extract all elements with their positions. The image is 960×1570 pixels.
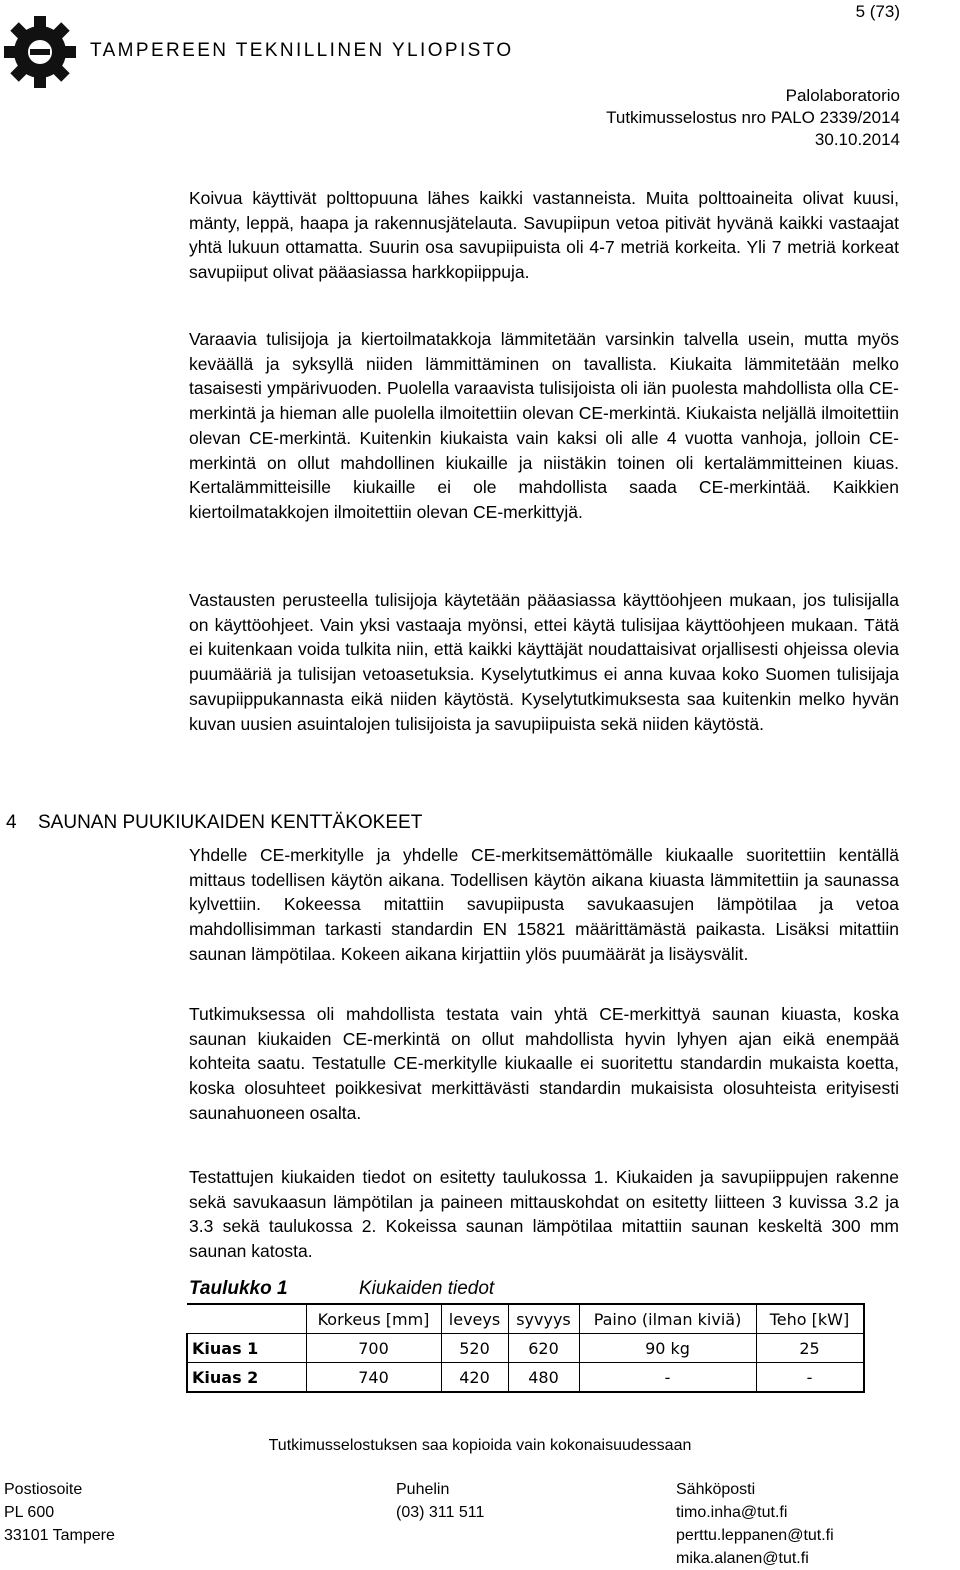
table-caption-label: Taulukko 1 [189,1278,288,1299]
paragraph-usage: Varaavia tulisijoja ja kiertoilmatakkoja lämmitetään varsinkin talvella usein, mutta myös keväällä ja syksyllä niiden lämmittäminen on tavallista. Kiukaita lämmitetään melko tasaisesti ympärivuoden. Puolella varaavista tulisijoista oli iän puolesta mahdollista olla CE-merkintä ja hieman alle puolella ilmoitettiin olevan CE-merkintä. Kiukaista neljällä ilmoitettiin olevan CE-merkintä. Kuitenkin kiukaista vain kaksi oli alle 4 vuotta vanhoja, jolloin CE-merkintä on ollut mahdollinen kiukaille ja niistäkin toinen oli kertalämmitteinen kiuas. Kertalämmitteisille kiukaille ei ole mahdollista saada CE-merkintää. Kaikkien kiertoilmatakkojen ilmoitettiin olevan CE-merkittyjä. [189,329,899,522]
table-caption-title: Kiukaiden tiedot [359,1278,495,1299]
cell-korkeus: 740 [306,1363,441,1393]
paragraph-fuel: Koivua käyttivät polttopuuna lähes kaikki vastanneista. Muita polttoaineita olivat kuusi, mänty, leppä, haapa ja rakennusjätelauta. Savupiipun vetoa pitivät hyvänä kaikki vastaajat yhtä lukuun ottamatta. Suurin osa savupiipuista oli 4-7 metriä korkeita. Yli 7 metriä korkeat savupiiput olivat pääasiassa harkkopiippuja. [189,188,899,283]
cell-syvyys: 480 [508,1363,579,1393]
header-korkeus: Korkeus [mm] [306,1304,441,1334]
tut-gear-logo [4,16,76,88]
report-date: 30.10.2014 [814,130,900,149]
cell-leveys: 420 [441,1363,508,1393]
email-link[interactable]: perttu.leppanen@tut.fi [676,1527,834,1544]
cell-korkeus: 700 [306,1334,441,1363]
email-link[interactable]: timo.inha@tut.fi [676,1504,788,1521]
table-row [187,1363,864,1393]
cell-paino: - [579,1363,756,1393]
email-link[interactable]: mika.alanen@tut.fi [676,1550,809,1567]
stove-data-table [186,1303,865,1393]
section-heading [6,812,422,834]
phone-label: Puhelin [396,1481,450,1498]
email-label: Sähköposti [676,1481,756,1498]
lab-name: Palolaboratorio [785,86,900,105]
phone-value: (03) 311 511 [396,1504,485,1521]
header-leveys: leveys [441,1304,508,1334]
paragraph-field-test: Yhdelle CE-merkitylle ja yhdelle CE-merkitsemättömälle kiukaalle suoritettiin kentällä mittaus todellisen käytön aikana. Todellisen käytön aikana kiuasta lämmitettiin ja saunassa kylvettiin. Kokeessa mitattiin savupiipusta savukaasujen lämpötilaa ja vetoa mahdollisimman tarkasti standardin EN 15821 määrittämästä paikasta. Lisäksi mitattiin saunan lämpötilaa. Kokeen aikana kirjattiin ylös puumäärät ja lisäysvälit. [189,845,899,964]
footer-copy-note: Tutkimusselostuksen saa kopioida vain kokonaisuudessaan [268,1437,692,1454]
page-number: 5 (73) [855,2,900,21]
row-name: Kiuas 1 [187,1334,306,1363]
paragraph-ce-test: Tutkimuksessa oli mahdollista testata vain yhtä CE-merkittyä saunan kiuasta, koska saunan kiukaiden CE-merkintä on ollut mahdollista hyvin lyhyen ajan eikä enempää kohteita saatu. Testatulle CE-merkitylle kiukaalle ei suoritettu standardin mukaista koetta, koska olosuhteet poikkesivat merkittävästi standardin mukaisista olosuhteista erityisesti saunahuoneen osalta. [189,1004,899,1123]
table-row [187,1334,864,1363]
row-name: Kiuas 2 [187,1363,306,1393]
header-syvyys: syvyys [508,1304,579,1334]
cell-leveys: 520 [441,1334,508,1363]
table-header-row [187,1304,864,1334]
report-header [606,85,900,151]
paragraph-table-ref: Testattujen kiukaiden tiedot on esitetty taulukossa 1. Kiukaiden ja savupiippujen rakenne sekä savukaasun lämpötilan ja paineen mittauskohdat on esitetty liitteen 3 kuvissa 3.2 ja 3.3 sekä taulukossa 2. Kokeissa saunan lämpötilaa mitattiin saunan keskeltä 300 mm saunan katosta. [189,1167,899,1262]
footer-address [4,1478,115,1547]
organization-name: TAMPEREEN TEKNILLINEN YLIOPISTO [90,40,514,61]
table-caption [189,1278,494,1300]
header-paino: Paino (ilman kiviä) [579,1304,756,1334]
cell-teho: - [756,1363,864,1393]
address-line2: 33101 Tampere [4,1527,115,1544]
footer-email [676,1478,834,1570]
cell-syvyys: 620 [508,1334,579,1363]
report-number: Tutkimusselostus nro PALO 2339/2014 [606,108,900,127]
cell-paino: 90 kg [579,1334,756,1363]
section-title: SAUNAN PUUKIUKAIDEN KENTTÄKOKEET [38,812,423,833]
section-number: 4 [6,812,17,833]
address-line1: PL 600 [4,1504,55,1521]
footer-phone [396,1478,484,1524]
table-corner-cell [187,1304,306,1334]
header-teho: Teho [kW] [756,1304,864,1334]
paragraph-instructions: Vastausten perusteella tulisijoja käytetään pääasiassa käyttöohjeen mukaan, jos tulisijalla on käyttöohjeet. Vain yksi vastaaja myönsi, ettei käytä tulisijaa käyttöohjeen mukaan. Tätä ei kuitenkaan voida tulkita niin, että kaikki käyttäjät noudattaisivat orjallisesti ohjeissa olevia puumääriä ja tulisijan vetoasetuksia. Kyselytutkimus ei anna kuvaa koko Suomen tulisijaja savupiippukannasta eikä niiden käytöstä. Kyselytutkimuksesta saa kuitenkin melko hyvän kuvan uusien asuintalojen tulisijoista ja savupiipuista sekä niiden käytöstä. [189,590,899,734]
cell-teho: 25 [756,1334,864,1363]
address-label: Postiosoite [4,1481,83,1498]
